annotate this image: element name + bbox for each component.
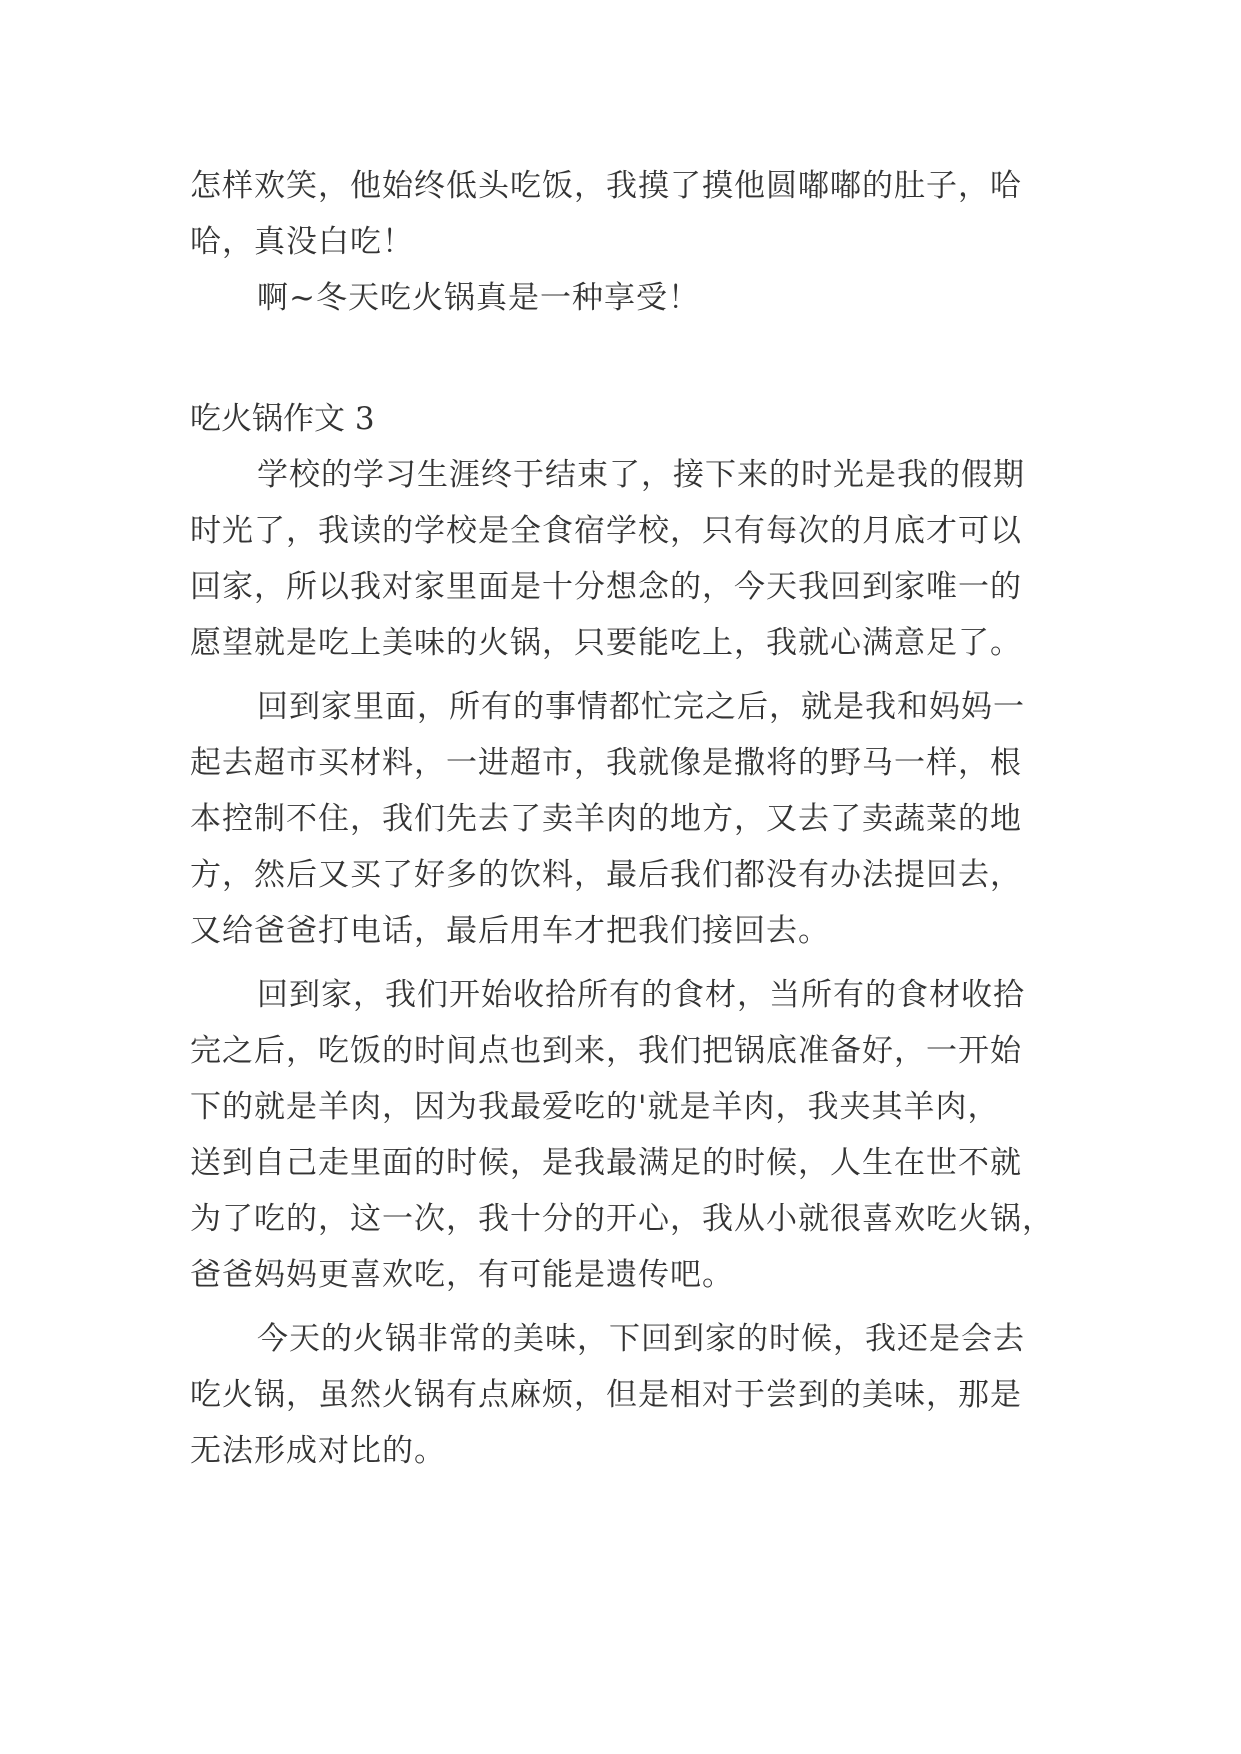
- paragraph-line: 吃火锅，虽然火锅有点麻烦，但是相对于尝到的美味，那是: [190, 1377, 1022, 1413]
- paragraph-line: 回到家，我们开始收拾所有的食材，当所有的食材收拾: [257, 977, 1025, 1013]
- paragraph-line: 完之后，吃饭的时间点也到来，我们把锅底准备好，一开始: [190, 1033, 1022, 1069]
- essay-heading: 吃火锅作文 3: [190, 401, 375, 437]
- intro-closing-line: 啊~冬天吃火锅真是一种享受！: [257, 280, 700, 316]
- paragraph-line: 学校的学习生涯终于结束了，接下来的时光是我的假期: [257, 457, 1025, 493]
- paragraph-line: 无法形成对比的。: [190, 1433, 446, 1469]
- paragraph-line: 又给爸爸打电话，最后用车才把我们接回去。: [190, 913, 830, 949]
- paragraph-line: 为了吃的，这一次，我十分的开心，我从小就很喜欢吃火锅，: [190, 1201, 1054, 1237]
- paragraph-line: 时光了，我读的学校是全食宿学校，只有每次的月底才可以: [190, 513, 1022, 549]
- paragraph-line: 今天的火锅非常的美味，下回到家的时候，我还是会去: [257, 1321, 1025, 1357]
- intro-line: 哈，真没白吃！: [190, 224, 414, 260]
- paragraph-line: 回到家里面，所有的事情都忙完之后，就是我和妈妈一: [257, 689, 1025, 725]
- paragraph-line: 回家，所以我对家里面是十分想念的，今天我回到家唯一的: [190, 569, 1022, 605]
- paragraph-line: 本控制不住，我们先去了卖羊肉的地方，又去了卖蔬菜的地: [190, 801, 1022, 837]
- intro-line: 怎样欢笑，他始终低头吃饭，我摸了摸他圆嘟嘟的肚子，哈: [190, 168, 1022, 204]
- paragraph-line: 送到自己走里面的时候，是我最满足的时候，人生在世不就: [190, 1145, 1022, 1181]
- paragraph-line: 愿望就是吃上美味的火锅，只要能吃上，我就心满意足了。: [190, 625, 1022, 661]
- paragraph-line: 下的就是羊肉，因为我最爱吃的'就是羊肉，我夹其羊肉，: [190, 1089, 1000, 1125]
- paragraph-line: 起去超市买材料，一进超市，我就像是撒将的野马一样，根: [190, 745, 1022, 781]
- paragraph-line: 方，然后又买了好多的饮料，最后我们都没有办法提回去，: [190, 857, 1022, 893]
- paragraph-line: 爸爸妈妈更喜欢吃，有可能是遗传吧。: [190, 1257, 734, 1293]
